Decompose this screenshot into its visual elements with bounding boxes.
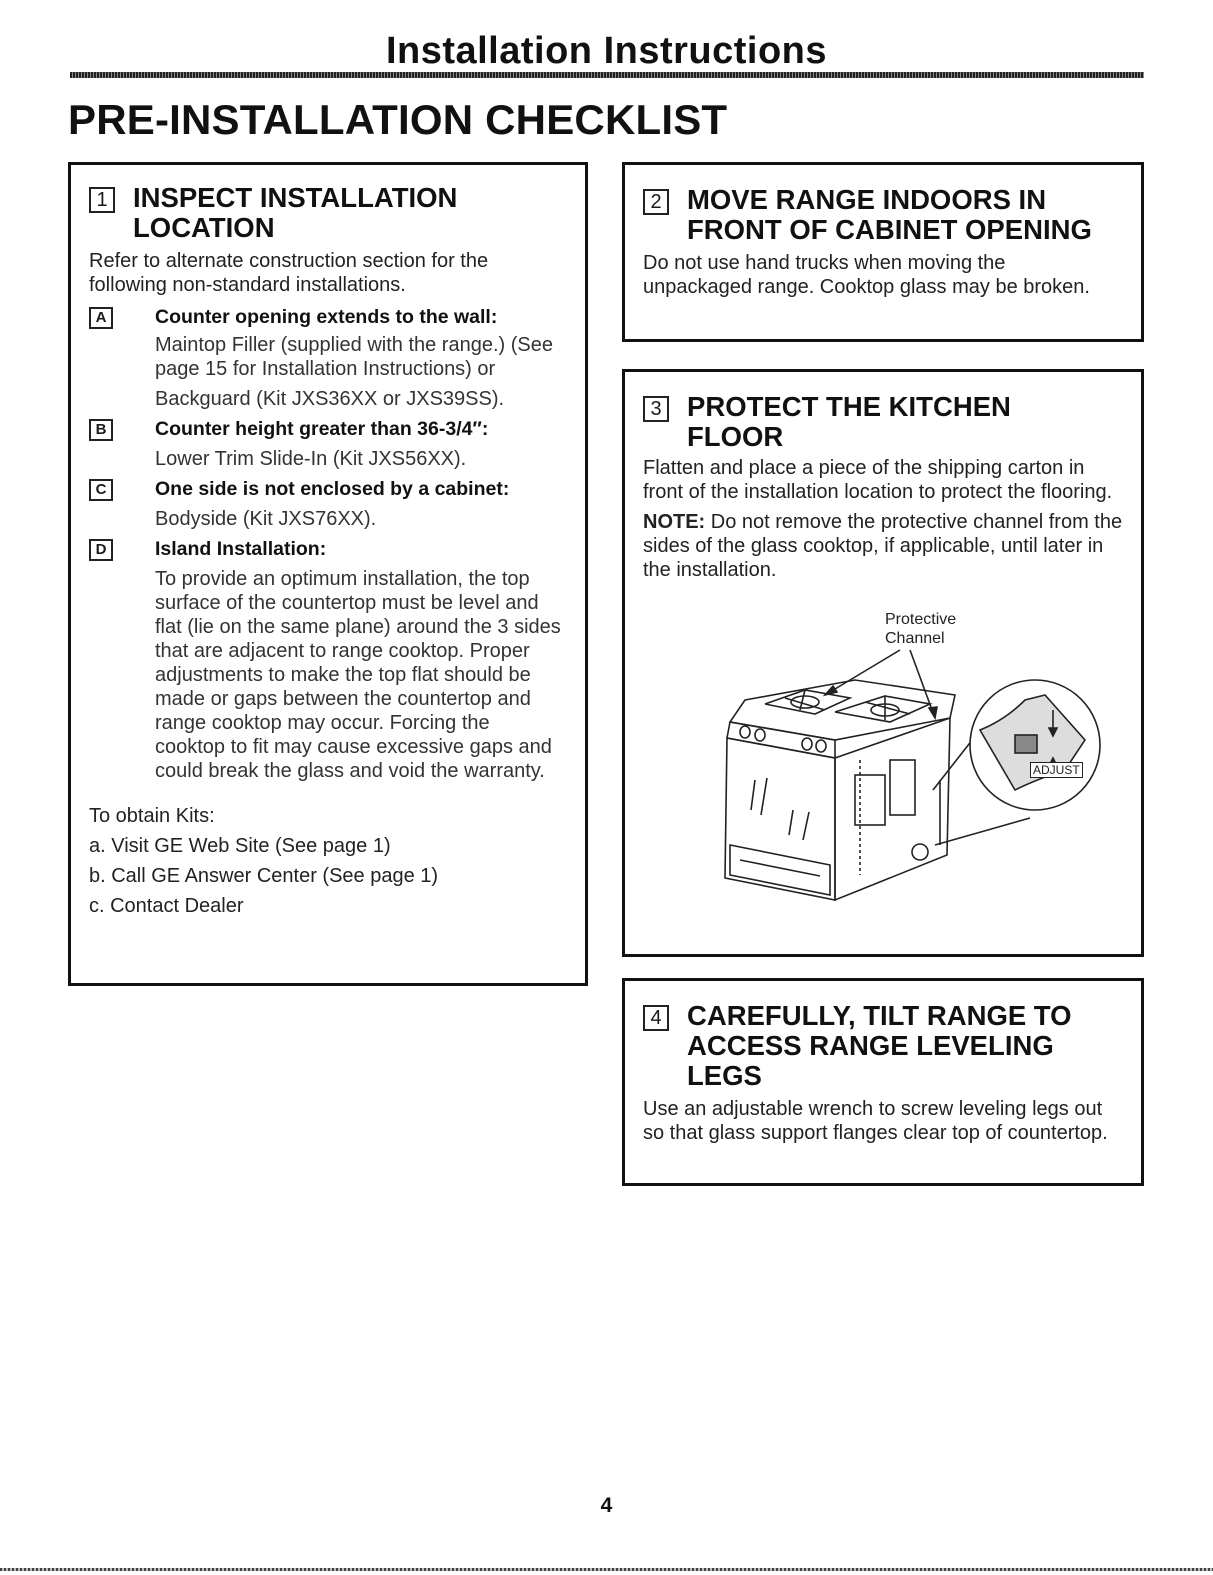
step1-item-b [89, 417, 571, 471]
step1-number: 1 [89, 187, 115, 213]
step1-intro: Refer to alternate construction section for the following non-standard installations. [89, 250, 489, 296]
step1-heading [89, 183, 571, 243]
header-rule [70, 72, 1144, 78]
adjust-label: ADJUST [1030, 762, 1083, 778]
step1-panel [68, 162, 588, 986]
item-d-label: Island Installation: [155, 538, 327, 560]
range-drawing [685, 640, 1125, 940]
step2-body: Do not use hand trucks when moving the unpackaged range. Cooktop glass may be broken. [643, 252, 1090, 298]
step1-item-c [89, 477, 571, 531]
item-a-label: Counter opening extends to the wall: [155, 306, 498, 328]
kits-heading: To obtain Kits: [89, 805, 215, 827]
step3-heading [643, 392, 1127, 452]
step4-panel [622, 978, 1144, 1186]
item-d-letter: D [89, 539, 113, 561]
item-a-body-2: Backguard (Kit JXS36XX or JXS39SS). [155, 388, 505, 410]
step2-number: 2 [643, 189, 669, 215]
item-b-body: Lower Trim Slide-In (Kit JXS56XX). [155, 448, 467, 470]
item-d-body: To provide an optimum installation, the top surface of the countertop must be level and flat (lie on the same plane) around the 3 sides that are adjacent to range cooktop. Proper adjustments to make the top flat should be made or gaps between the countertop and range cooktop may occur. Forcing the cooktop to fit may cause excessive gaps and could break the glass and void the warranty. [155, 568, 561, 782]
note-body: Do not remove the protective channel from the sides of the glass cooktop, if applicable, until later in the installation. [643, 511, 1123, 581]
page-number: 4 [600, 1494, 613, 1517]
step1-item-a [89, 305, 571, 411]
note-label: NOTE: [643, 511, 706, 533]
step3-title: PROTECT THE KITCHEN FLOOR [687, 391, 1011, 452]
item-b-letter: B [89, 419, 113, 441]
step4-number: 4 [643, 1005, 669, 1031]
step4-title: CAREFULLY, TILT RANGE TO ACCESS RANGE LEVELING LEGS [687, 1000, 1072, 1091]
step3-number: 3 [643, 396, 669, 422]
step2-panel [622, 162, 1144, 342]
step3-note [643, 510, 1123, 582]
item-b-label: Counter height greater than 36-3/4″: [155, 418, 489, 440]
step3-body: Flatten and place a piece of the shipping carton in front of the installation location to protect the flooring. [643, 457, 1113, 503]
item-c-body: Bodyside (Kit JXS76XX). [155, 508, 377, 530]
step3-panel [622, 369, 1144, 957]
callout-channel: Channel [885, 630, 945, 647]
callout-protective: Protective [885, 611, 957, 628]
item-c-letter: C [89, 479, 113, 501]
item-a-letter: A [89, 307, 113, 329]
step2-heading [643, 185, 1127, 245]
kit-option-b: b. Call GE Answer Center (See page 1) [89, 865, 439, 887]
step1-item-d [89, 537, 571, 783]
item-c-label: One side is not enclosed by a cabinet: [155, 478, 510, 500]
step4-body: Use an adjustable wrench to screw leveling legs out so that glass support flanges clear top of countertop. [643, 1098, 1108, 1144]
item-a-body-1: Maintop Filler (supplied with the range.) (See page 15 for Installation Instructions) or [155, 334, 553, 380]
header-title: Installation Instructions [385, 30, 828, 72]
footer-rule [0, 1568, 1213, 1571]
step2-title: MOVE RANGE INDOORS IN FRONT OF CABINET OPENING [687, 184, 1092, 245]
page-title: PRE-INSTALLATION CHECKLIST [68, 96, 728, 143]
kit-option-a: a. Visit GE Web Site (See page 1) [89, 835, 391, 857]
step4-heading [643, 1001, 1127, 1091]
step1-title: INSPECT INSTALLATION LOCATION [133, 182, 458, 243]
range-illustration [685, 610, 1125, 940]
kit-option-c: c. Contact Dealer [89, 895, 244, 917]
